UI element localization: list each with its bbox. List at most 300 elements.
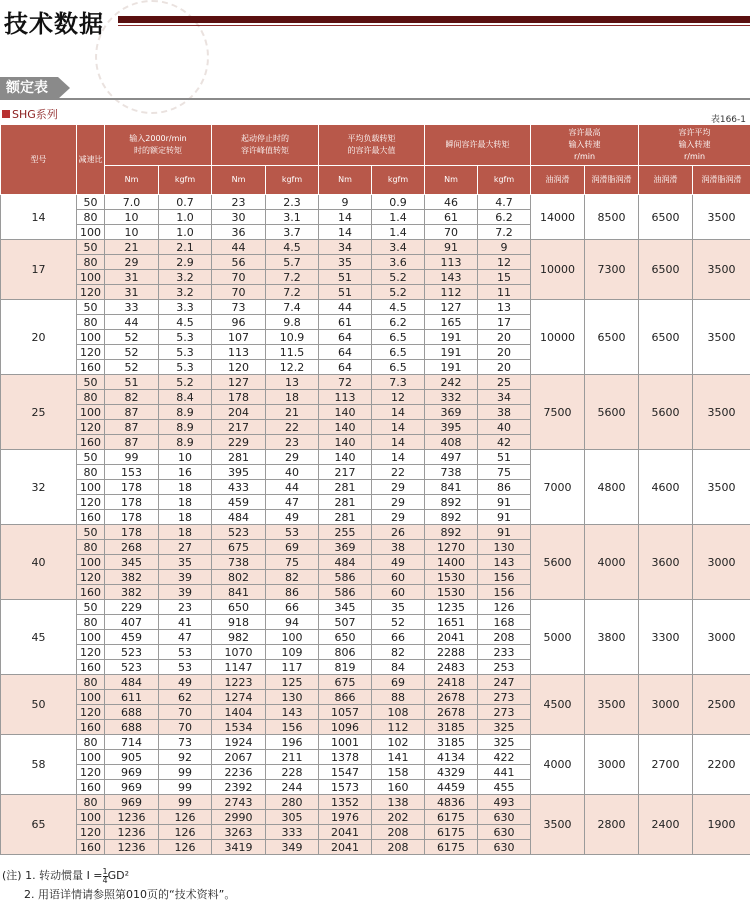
value-cell: 196 — [266, 735, 319, 750]
value-cell: 18 — [159, 480, 212, 495]
unit-grease: 润滑脂润滑 — [693, 166, 750, 195]
value-cell: 178 — [212, 390, 266, 405]
value-cell: 630 — [478, 840, 531, 855]
value-cell: 738 — [212, 555, 266, 570]
value-cell: 156 — [266, 720, 319, 735]
value-cell: 73 — [212, 300, 266, 315]
value-cell: 14 — [319, 210, 372, 225]
value-cell: 3.3 — [159, 300, 212, 315]
value-cell: 650 — [319, 630, 372, 645]
speed-cell: 3800 — [585, 600, 639, 675]
value-cell: 36 — [212, 225, 266, 240]
speed-cell: 10000 — [531, 240, 585, 300]
value-cell: 892 — [425, 525, 478, 540]
value-cell: 892 — [425, 510, 478, 525]
value-cell: 126 — [159, 840, 212, 855]
value-cell: 3.4 — [372, 240, 425, 255]
value-cell: 130 — [478, 540, 531, 555]
ratio-cell: 100 — [77, 555, 105, 570]
unit-kgfm: kgfm — [372, 166, 425, 195]
value-cell: 14 — [372, 420, 425, 435]
value-cell: 280 — [266, 795, 319, 810]
ratio-cell: 160 — [77, 435, 105, 450]
value-cell: 2.9 — [159, 255, 212, 270]
value-cell: 62 — [159, 690, 212, 705]
value-cell: 14 — [319, 225, 372, 240]
value-cell: 27 — [159, 540, 212, 555]
unit-nm: Nm — [425, 166, 478, 195]
page-title: 技术数据 — [4, 10, 104, 38]
value-cell: 44 — [319, 300, 372, 315]
value-cell: 866 — [319, 690, 372, 705]
speed-cell: 7000 — [531, 450, 585, 525]
value-cell: 23 — [212, 195, 266, 210]
value-cell: 30 — [212, 210, 266, 225]
ratio-cell: 100 — [77, 270, 105, 285]
value-cell: 29 — [266, 450, 319, 465]
value-cell: 459 — [105, 630, 159, 645]
value-cell: 140 — [319, 435, 372, 450]
value-cell: 12.2 — [266, 360, 319, 375]
value-cell: 1924 — [212, 735, 266, 750]
header-model: 型号 — [1, 125, 77, 195]
speed-cell: 3500 — [693, 195, 750, 240]
speed-cell: 4000 — [585, 525, 639, 600]
value-cell: 12 — [478, 255, 531, 270]
value-cell: 82 — [105, 390, 159, 405]
ratio-cell: 50 — [77, 240, 105, 255]
value-cell: 630 — [478, 810, 531, 825]
value-cell: 102 — [372, 735, 425, 750]
ratio-cell: 80 — [77, 255, 105, 270]
note-1-suffix: GD² — [107, 869, 130, 882]
value-cell: 688 — [105, 705, 159, 720]
value-cell: 268 — [105, 540, 159, 555]
ratio-cell: 160 — [77, 585, 105, 600]
value-cell: 35 — [159, 555, 212, 570]
value-cell: 99 — [159, 795, 212, 810]
value-cell: 23 — [159, 600, 212, 615]
value-cell: 52 — [105, 360, 159, 375]
value-cell: 40 — [266, 465, 319, 480]
value-cell: 1270 — [425, 540, 478, 555]
speed-cell: 1900 — [693, 795, 750, 855]
value-cell: 14 — [372, 450, 425, 465]
value-cell: 75 — [266, 555, 319, 570]
value-cell: 53 — [159, 660, 212, 675]
value-cell: 160 — [372, 780, 425, 795]
table-row — [1, 735, 750, 750]
value-cell: 113 — [319, 390, 372, 405]
value-cell: 42 — [478, 435, 531, 450]
value-cell: 52 — [105, 345, 159, 360]
speed-cell: 6500 — [585, 300, 639, 375]
value-cell: 2678 — [425, 690, 478, 705]
value-cell: 2392 — [212, 780, 266, 795]
model-cell: 20 — [1, 300, 77, 375]
value-cell: 21 — [105, 240, 159, 255]
value-cell: 11 — [478, 285, 531, 300]
value-cell: 1378 — [319, 750, 372, 765]
value-cell: 202 — [372, 810, 425, 825]
value-cell: 3.6 — [372, 255, 425, 270]
fraction-denominator: 4 — [102, 875, 108, 885]
value-cell: 61 — [425, 210, 478, 225]
unit-oil: 油润滑 — [639, 166, 693, 195]
speed-cell: 4000 — [531, 735, 585, 795]
value-cell: 611 — [105, 690, 159, 705]
value-cell: 5.3 — [159, 360, 212, 375]
speed-cell: 3000 — [639, 675, 693, 735]
value-cell: 64 — [319, 345, 372, 360]
value-cell: 2990 — [212, 810, 266, 825]
value-cell: 484 — [319, 555, 372, 570]
value-cell: 918 — [212, 615, 266, 630]
value-cell: 10 — [159, 450, 212, 465]
value-cell: 4.5 — [159, 315, 212, 330]
ratio-cell: 100 — [77, 690, 105, 705]
value-cell: 51 — [319, 285, 372, 300]
value-cell: 13 — [266, 375, 319, 390]
value-cell: 130 — [266, 690, 319, 705]
value-cell: 892 — [425, 495, 478, 510]
value-cell: 1096 — [319, 720, 372, 735]
value-cell: 281 — [319, 495, 372, 510]
value-cell: 126 — [159, 810, 212, 825]
table-row — [1, 450, 750, 465]
value-cell: 156 — [478, 585, 531, 600]
value-cell: 112 — [372, 720, 425, 735]
ratio-cell: 120 — [77, 825, 105, 840]
value-cell: 7.4 — [266, 300, 319, 315]
value-cell: 82 — [372, 645, 425, 660]
ratio-cell: 80 — [77, 210, 105, 225]
value-cell: 8.9 — [159, 435, 212, 450]
value-cell: 7.2 — [266, 270, 319, 285]
speed-cell: 3000 — [693, 600, 750, 675]
speed-cell: 3000 — [585, 735, 639, 795]
value-cell: 407 — [105, 615, 159, 630]
value-cell: 1651 — [425, 615, 478, 630]
value-cell: 53 — [266, 525, 319, 540]
value-cell: 433 — [212, 480, 266, 495]
ratio-cell: 120 — [77, 705, 105, 720]
ratio-cell: 80 — [77, 675, 105, 690]
ratio-cell: 100 — [77, 225, 105, 240]
ratio-cell: 80 — [77, 540, 105, 555]
value-cell: 91 — [478, 495, 531, 510]
rating-table — [0, 124, 750, 855]
value-cell: 1057 — [319, 705, 372, 720]
note-1-prefix: (注) 1. 转动惯量 I = — [2, 869, 103, 882]
speed-cell: 5600 — [585, 375, 639, 450]
value-cell: 47 — [159, 630, 212, 645]
value-cell: 9.8 — [266, 315, 319, 330]
value-cell: 802 — [212, 570, 266, 585]
value-cell: 345 — [105, 555, 159, 570]
value-cell: 1147 — [212, 660, 266, 675]
value-cell: 969 — [105, 765, 159, 780]
value-cell: 87 — [105, 435, 159, 450]
value-cell: 484 — [105, 675, 159, 690]
speed-cell: 2200 — [693, 735, 750, 795]
table-row — [1, 600, 750, 615]
value-cell: 1400 — [425, 555, 478, 570]
value-cell: 39 — [159, 585, 212, 600]
value-cell: 459 — [212, 495, 266, 510]
value-cell: 208 — [478, 630, 531, 645]
value-cell: 2067 — [212, 750, 266, 765]
value-cell: 6175 — [425, 810, 478, 825]
speed-cell: 4500 — [531, 675, 585, 735]
value-cell: 2.3 — [266, 195, 319, 210]
value-cell: 38 — [478, 405, 531, 420]
series-label — [2, 106, 58, 122]
value-cell: 1530 — [425, 570, 478, 585]
value-cell: 5.3 — [159, 345, 212, 360]
section-rule — [0, 98, 750, 100]
value-cell: 2041 — [319, 840, 372, 855]
ratio-cell: 80 — [77, 615, 105, 630]
value-cell: 141 — [372, 750, 425, 765]
value-cell: 281 — [319, 510, 372, 525]
value-cell: 31 — [105, 285, 159, 300]
value-cell: 325 — [478, 720, 531, 735]
value-cell: 6.2 — [478, 210, 531, 225]
value-cell: 125 — [266, 675, 319, 690]
value-cell: 73 — [159, 735, 212, 750]
value-cell: 211 — [266, 750, 319, 765]
value-cell: 11.5 — [266, 345, 319, 360]
value-cell: 1573 — [319, 780, 372, 795]
value-cell: 325 — [478, 735, 531, 750]
table-row — [1, 525, 750, 540]
value-cell: 34 — [478, 390, 531, 405]
title-rule — [118, 16, 750, 23]
value-cell: 94 — [266, 615, 319, 630]
value-cell: 51 — [105, 375, 159, 390]
value-cell: 675 — [319, 675, 372, 690]
ratio-cell: 160 — [77, 360, 105, 375]
value-cell: 3.7 — [266, 225, 319, 240]
speed-cell: 3500 — [693, 450, 750, 525]
value-cell: 72 — [319, 375, 372, 390]
value-cell: 819 — [319, 660, 372, 675]
speed-cell: 2500 — [693, 675, 750, 735]
value-cell: 178 — [105, 480, 159, 495]
table-row — [1, 795, 750, 810]
value-cell: 969 — [105, 795, 159, 810]
title-rule-thin — [118, 25, 750, 26]
value-cell: 2.1 — [159, 240, 212, 255]
value-cell: 4459 — [425, 780, 478, 795]
value-cell: 455 — [478, 780, 531, 795]
value-cell: 345 — [319, 600, 372, 615]
ratio-cell: 120 — [77, 420, 105, 435]
unit-oil: 油润滑 — [531, 166, 585, 195]
value-cell: 422 — [478, 750, 531, 765]
value-cell: 33 — [105, 300, 159, 315]
value-cell: 138 — [372, 795, 425, 810]
value-cell: 91 — [478, 510, 531, 525]
value-cell: 49 — [266, 510, 319, 525]
value-cell: 586 — [319, 585, 372, 600]
speed-cell: 7500 — [531, 375, 585, 450]
value-cell: 143 — [425, 270, 478, 285]
value-cell: 969 — [105, 780, 159, 795]
value-cell: 75 — [478, 465, 531, 480]
value-cell: 1235 — [425, 600, 478, 615]
value-cell: 255 — [319, 525, 372, 540]
value-cell: 305 — [266, 810, 319, 825]
ratio-cell: 120 — [77, 645, 105, 660]
speed-cell: 3500 — [585, 675, 639, 735]
value-cell: 158 — [372, 765, 425, 780]
value-cell: 1404 — [212, 705, 266, 720]
value-cell: 92 — [159, 750, 212, 765]
value-cell: 60 — [372, 585, 425, 600]
value-cell: 675 — [212, 540, 266, 555]
value-cell: 46 — [425, 195, 478, 210]
speed-cell: 6500 — [639, 300, 693, 375]
value-cell: 333 — [266, 825, 319, 840]
unit-grease: 润滑脂润滑 — [585, 166, 639, 195]
ratio-cell: 100 — [77, 810, 105, 825]
model-cell: 40 — [1, 525, 77, 600]
value-cell: 3.2 — [159, 270, 212, 285]
speed-cell: 4600 — [639, 450, 693, 525]
value-cell: 247 — [478, 675, 531, 690]
value-cell: 6.5 — [372, 360, 425, 375]
ratio-cell: 50 — [77, 525, 105, 540]
value-cell: 233 — [478, 645, 531, 660]
ratio-cell: 50 — [77, 450, 105, 465]
value-cell: 1223 — [212, 675, 266, 690]
value-cell: 191 — [425, 360, 478, 375]
notes — [2, 866, 235, 904]
value-cell: 1530 — [425, 585, 478, 600]
model-cell: 45 — [1, 600, 77, 675]
value-cell: 20 — [478, 330, 531, 345]
value-cell: 4.7 — [478, 195, 531, 210]
value-cell: 14 — [372, 405, 425, 420]
value-cell: 5.2 — [159, 375, 212, 390]
value-cell: 39 — [159, 570, 212, 585]
ratio-cell: 80 — [77, 390, 105, 405]
value-cell: 99 — [105, 450, 159, 465]
value-cell: 507 — [319, 615, 372, 630]
value-cell: 688 — [105, 720, 159, 735]
square-icon — [2, 110, 10, 118]
value-cell: 4.5 — [266, 240, 319, 255]
note-2: 2. 用语详情请参照第010页的“技术资料”。 — [24, 888, 236, 901]
value-cell: 1001 — [319, 735, 372, 750]
ratio-cell: 50 — [77, 600, 105, 615]
title-bar — [0, 0, 750, 40]
value-cell: 91 — [425, 240, 478, 255]
value-cell: 273 — [478, 705, 531, 720]
ratio-cell: 160 — [77, 660, 105, 675]
value-cell: 51 — [319, 270, 372, 285]
value-cell: 1.4 — [372, 210, 425, 225]
value-cell: 66 — [372, 630, 425, 645]
value-cell: 8.9 — [159, 405, 212, 420]
value-cell: 650 — [212, 600, 266, 615]
value-cell: 5.2 — [372, 270, 425, 285]
header-ratio: 减速比 — [77, 125, 105, 195]
speed-cell: 6500 — [639, 195, 693, 240]
value-cell: 493 — [478, 795, 531, 810]
ratio-cell: 120 — [77, 570, 105, 585]
value-cell: 21 — [266, 405, 319, 420]
model-cell: 25 — [1, 375, 77, 450]
value-cell: 15 — [478, 270, 531, 285]
speed-cell: 2400 — [639, 795, 693, 855]
value-cell: 2041 — [425, 630, 478, 645]
value-cell: 1236 — [105, 840, 159, 855]
value-cell: 70 — [212, 270, 266, 285]
speed-cell: 5000 — [531, 600, 585, 675]
value-cell: 484 — [212, 510, 266, 525]
ratio-cell: 100 — [77, 750, 105, 765]
value-cell: 523 — [105, 660, 159, 675]
value-cell: 8.4 — [159, 390, 212, 405]
model-cell: 65 — [1, 795, 77, 855]
table-row — [1, 375, 750, 390]
value-cell: 253 — [478, 660, 531, 675]
model-cell: 50 — [1, 675, 77, 735]
value-cell: 12 — [372, 390, 425, 405]
value-cell: 281 — [319, 480, 372, 495]
value-cell: 1236 — [105, 825, 159, 840]
value-cell: 6.5 — [372, 330, 425, 345]
value-cell: 22 — [372, 465, 425, 480]
ratio-cell: 50 — [77, 300, 105, 315]
unit-kgfm: kgfm — [478, 166, 531, 195]
value-cell: 7.2 — [266, 285, 319, 300]
value-cell: 1236 — [105, 810, 159, 825]
value-cell: 86 — [266, 585, 319, 600]
value-cell: 100 — [266, 630, 319, 645]
header-avg-torque: 平均负载转矩 的容许最大值 — [319, 125, 425, 166]
value-cell: 208 — [372, 840, 425, 855]
speed-cell: 2800 — [585, 795, 639, 855]
ratio-cell: 80 — [77, 315, 105, 330]
value-cell: 9 — [478, 240, 531, 255]
value-cell: 395 — [212, 465, 266, 480]
value-cell: 6175 — [425, 825, 478, 840]
value-cell: 20 — [478, 360, 531, 375]
ratio-cell: 80 — [77, 735, 105, 750]
value-cell: 64 — [319, 330, 372, 345]
value-cell: 18 — [159, 525, 212, 540]
value-cell: 26 — [372, 525, 425, 540]
value-cell: 117 — [266, 660, 319, 675]
value-cell: 1534 — [212, 720, 266, 735]
value-cell: 191 — [425, 330, 478, 345]
value-cell: 441 — [478, 765, 531, 780]
model-cell: 58 — [1, 735, 77, 795]
value-cell: 52 — [105, 330, 159, 345]
value-cell: 382 — [105, 585, 159, 600]
ratio-cell: 120 — [77, 345, 105, 360]
value-cell: 140 — [319, 450, 372, 465]
value-cell: 53 — [159, 645, 212, 660]
value-cell: 7.3 — [372, 375, 425, 390]
value-cell: 18 — [159, 495, 212, 510]
value-cell: 10.9 — [266, 330, 319, 345]
value-cell: 35 — [319, 255, 372, 270]
